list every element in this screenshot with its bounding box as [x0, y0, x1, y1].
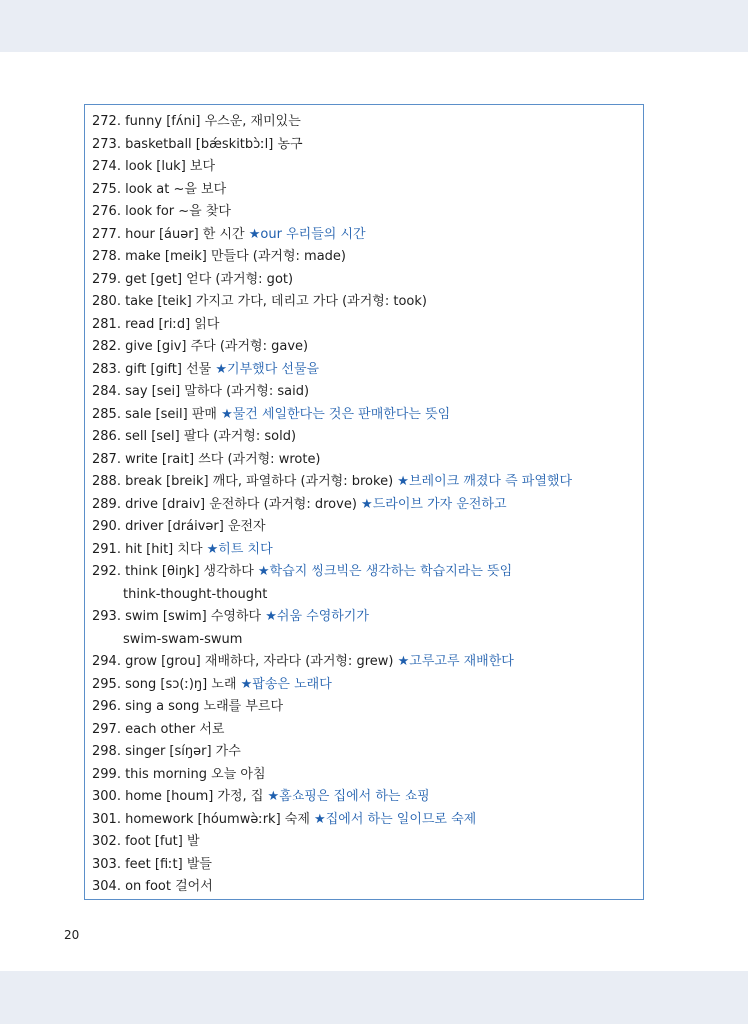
vocab-entry	[85, 719, 643, 742]
vocab-entry	[85, 134, 643, 157]
vocab-entry-text: 300. home [houm] 가정, 집	[92, 789, 264, 804]
mnemonic-note: ★드라이브 가자 운전하고	[361, 496, 507, 512]
vocab-entry	[85, 696, 643, 719]
vocab-entry-text: 279. get [get] 얻다 (과거형: got)	[92, 271, 294, 287]
vocab-entry	[85, 179, 643, 202]
vocab-entry-text: 280. take [teik] 가지고 가다, 데리고 가다 (과거형: took)	[92, 294, 427, 309]
vocab-entry	[85, 426, 643, 449]
vocab-entry-text: 287. write [rait] 쓰다 (과거형: wrote)	[92, 451, 321, 467]
vocab-entry-text: 285. sale [seil] 판매	[92, 406, 217, 422]
vocab-entry	[85, 224, 643, 247]
vocab-entry-text: think-thought-thought	[123, 586, 268, 602]
vocab-entry	[85, 561, 643, 584]
vocab-entry-text: 301. homework [hóumwə̀ːrk] 숙제	[92, 811, 310, 827]
mnemonic-note: ★기부했다 선물을	[215, 361, 320, 377]
mnemonic-note: ★홈쇼핑은 집에서 하는 쇼핑	[267, 789, 430, 804]
vocab-entry-text: 294. grow [grou] 재배하다, 자라다 (과거형: grew)	[92, 654, 394, 669]
vocab-entry-text: 283. gift [gift] 선물	[92, 361, 212, 377]
vocab-entry-text: 273. basketball [bǽskitbɔ̀ːl] 농구	[92, 136, 303, 152]
vocab-entry-text: 282. give [giv] 주다 (과거형: gave)	[92, 339, 309, 354]
vocab-entry	[85, 494, 643, 517]
vocab-entry	[85, 381, 643, 404]
vocab-entry	[85, 359, 643, 382]
vocab-entry	[85, 471, 643, 494]
vocab-entry	[85, 854, 643, 877]
vocab-entry-text: 291. hit [hit] 치다	[92, 541, 203, 557]
vocab-entry-text: 295. song [sɔ(ː)ŋ] 노래	[92, 676, 237, 692]
vocab-entry	[85, 606, 643, 629]
vocab-entry-text: 274. look [luk] 보다	[92, 159, 216, 174]
vocab-entry-text: 293. swim [swim] 수영하다	[92, 609, 262, 624]
mnemonic-note: ★히트 치다	[206, 541, 273, 557]
page-number: 20	[64, 928, 80, 942]
vocab-entry-text: 304. on foot 걸어서	[92, 879, 213, 894]
vocab-entry	[85, 516, 643, 539]
vocab-entry-text: 288. break [breik] 깨다, 파열하다 (과거형: broke)	[92, 474, 394, 489]
vocab-entry	[85, 539, 643, 562]
vocab-conjugation-line	[85, 629, 643, 652]
mnemonic-note: ★쉬움 수영하기가	[265, 609, 369, 624]
vocab-entry	[85, 786, 643, 809]
vocab-entry	[85, 156, 643, 179]
mnemonic-note: ★브레이크 깨졌다 즉 파열했다	[397, 474, 573, 489]
mnemonic-note: ★학습지 씽크빅은 생각하는 학습지라는 뜻임	[257, 564, 513, 579]
vocab-entry-text: 296. sing a song 노래를 부르다	[92, 699, 284, 714]
vocab-entry	[85, 764, 643, 787]
mnemonic-note: ★our 우리들의 시간	[248, 226, 366, 242]
vocab-entry	[85, 449, 643, 472]
vocab-entry	[85, 336, 643, 359]
vocab-entry-text: 290. driver [dráivər] 운전자	[92, 519, 266, 534]
vocab-entry-text: 272. funny [fʌ́ni] 우스운, 재미있는	[92, 114, 301, 129]
vocab-entry-text: swim-swam-swum	[123, 631, 243, 647]
vocab-entry	[85, 674, 643, 697]
vocab-entry	[85, 111, 643, 134]
mnemonic-note: ★고루고루 재배한다	[397, 654, 514, 669]
vocab-entry	[85, 741, 643, 764]
vocab-entry-text: 303. feet [fiːt] 발들	[92, 856, 212, 872]
vocab-conjugation-line	[85, 584, 643, 607]
vocab-entry	[85, 404, 643, 427]
vocab-entry-text: 278. make [meik] 만들다 (과거형: made)	[92, 249, 346, 264]
vocab-entry-text: 277. hour [áuər] 한 시간	[92, 226, 245, 242]
vocab-entry	[85, 651, 643, 674]
vocab-entry-text: 289. drive [draiv] 운전하다 (과거형: drove)	[92, 496, 357, 512]
vocab-entry	[85, 314, 643, 337]
mnemonic-note: ★팝송은 노래다	[240, 676, 332, 692]
vocab-entry	[85, 809, 643, 832]
page	[0, 52, 748, 971]
vocab-entry-text: 284. say [sei] 말하다 (과거형: said)	[92, 384, 310, 399]
mnemonic-note: ★물건 세일한다는 것은 판매한다는 뜻임	[221, 406, 451, 422]
vocab-entry	[85, 291, 643, 314]
vocab-entry	[85, 831, 643, 854]
vocab-entry-text: 276. look for ~을 찾다	[92, 204, 231, 219]
vocab-entry-text: 297. each other 서로	[92, 721, 225, 737]
vocab-entry-text: 302. foot [fut] 발	[92, 834, 200, 849]
vocab-entry	[85, 201, 643, 224]
vocab-entry	[85, 876, 643, 899]
vocab-entry-text: 298. singer [síŋər] 가수	[92, 744, 241, 759]
vocab-entry-text: 286. sell [sel] 팔다 (과거형: sold)	[92, 429, 297, 444]
vocab-entry-text: 299. this morning 오늘 아침	[92, 766, 266, 782]
vocab-entry-text: 281. read [riːd] 읽다	[92, 316, 220, 332]
vocab-entry-text: 275. look at ~을 보다	[92, 181, 227, 197]
vocab-entry-text: 292. think [θiŋk] 생각하다	[92, 564, 254, 579]
vocabulary-box	[84, 104, 644, 900]
vocab-entry	[85, 246, 643, 269]
vocab-entry	[85, 269, 643, 292]
mnemonic-note: ★집에서 하는 일이므로 숙제	[314, 811, 477, 827]
